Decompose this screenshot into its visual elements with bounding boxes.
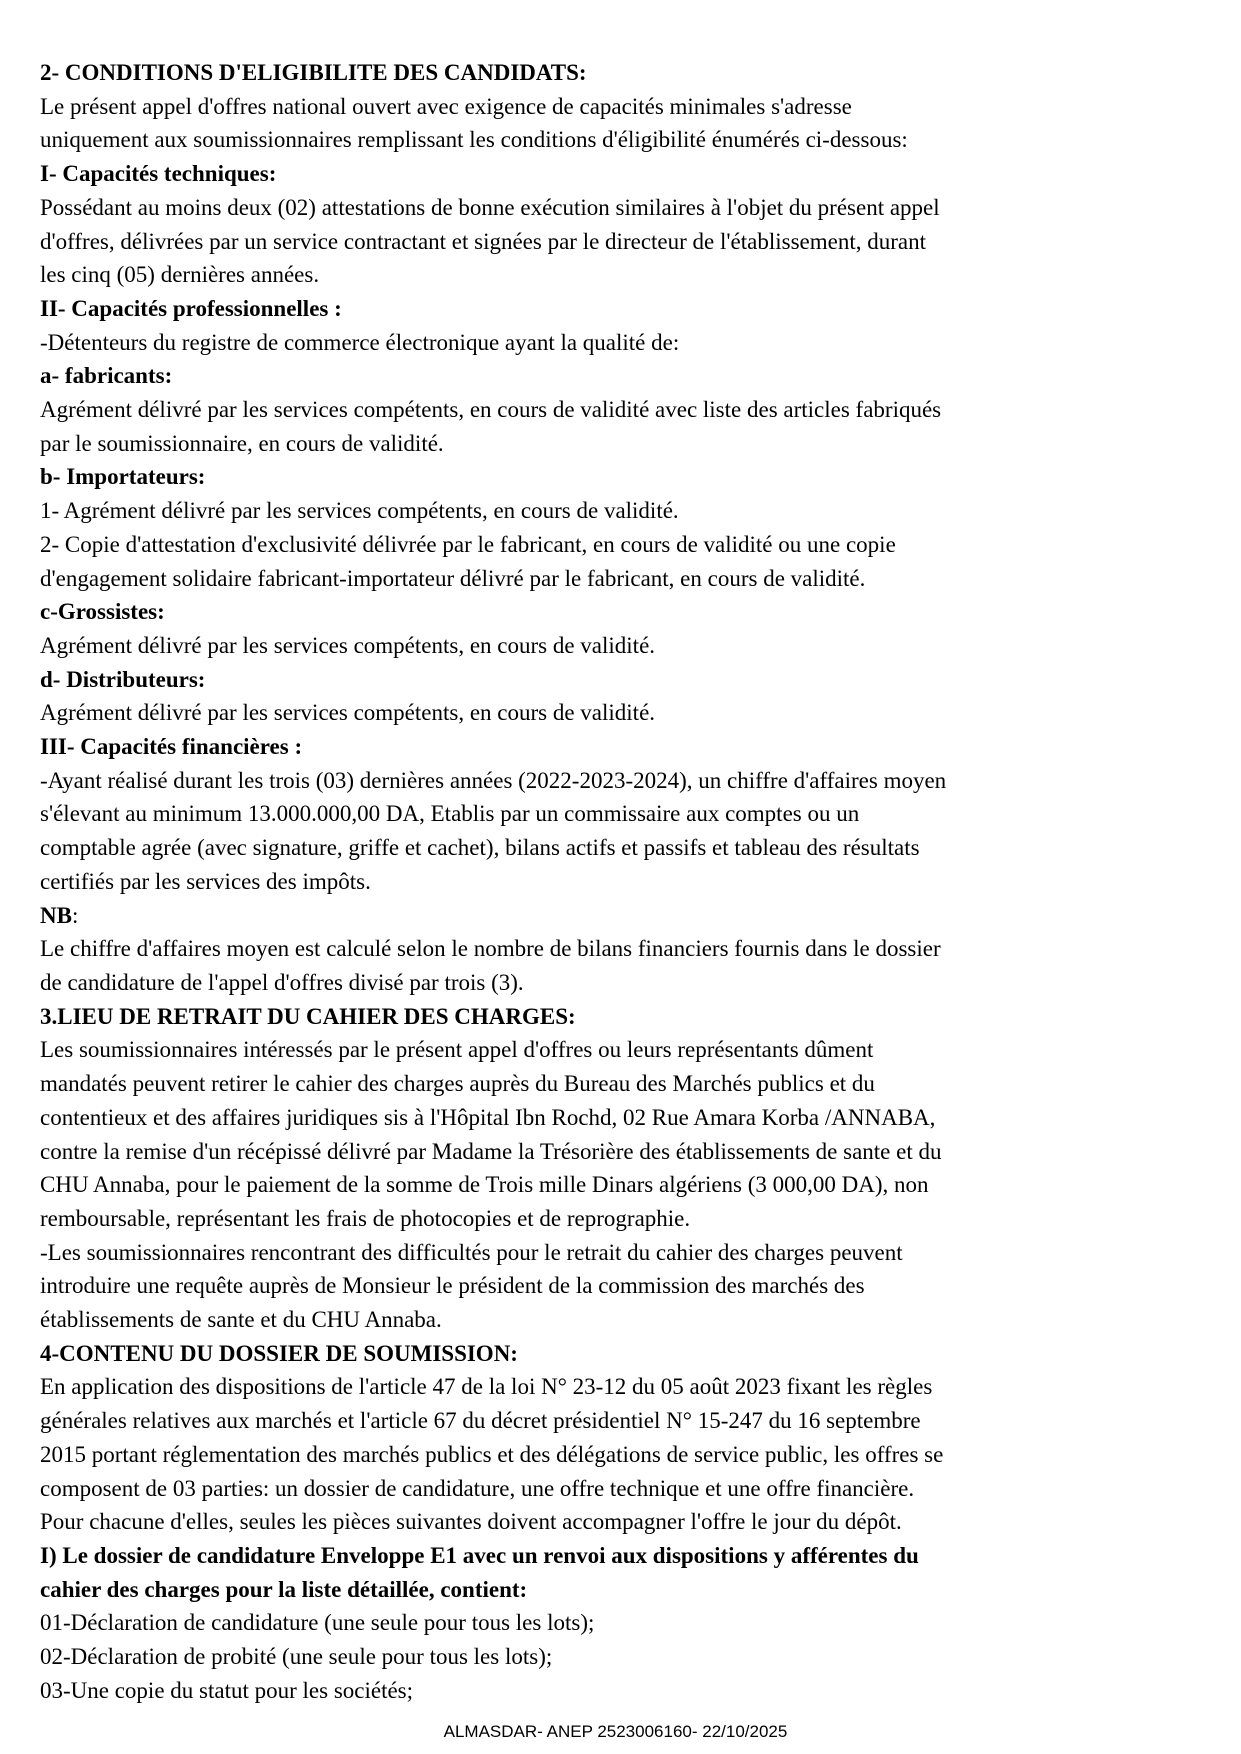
body-text: introduire une requête auprès de Monsieur le président de la commission des marchés des <box>40 1273 865 1299</box>
text-line <box>40 966 1191 1000</box>
heading-line <box>40 1539 1191 1573</box>
body-text: -Les soumissionnaires rencontrant des difficultés pour le retrait du cahier des charges peuvent <box>40 1239 903 1265</box>
text-line <box>40 494 1191 528</box>
heading-text: a- fabricants: <box>40 363 173 389</box>
body-text: uniquement aux soumissionnaires remplissant les conditions d'éligibilité énumérés ci-dessous: <box>40 127 908 153</box>
text-line <box>40 797 1191 831</box>
heading-text: 2- CONDITIONS D'ELIGIBILITE DES CANDIDATS: <box>40 60 587 85</box>
body-text: 2015 portant réglementation des marchés publics et des délégations de service public, les offres se <box>40 1441 944 1467</box>
body-text: Les soumissionnaires intéressés par le présent appel d'offres ou leurs représentants dûment <box>40 1037 874 1063</box>
text-line <box>40 225 1191 259</box>
text-line <box>40 1640 1191 1674</box>
body-text: d'engagement solidaire fabricant-importateur délivré par le fabricant, en cours de validité. <box>40 565 866 591</box>
heading-line <box>40 595 1191 629</box>
heading-text: II- Capacités professionnelles : <box>40 295 342 321</box>
body-text: Possédant au moins deux (02) attestations de bonne exécution similaires à l'objet du présent appel <box>40 194 940 220</box>
body-text: par le soumissionnaire, en cours de validité. <box>40 430 444 456</box>
body-text: de candidature de l'appel d'offres divisé par trois (3). <box>40 969 524 995</box>
heading-line <box>40 157 1191 191</box>
text-line <box>40 562 1191 596</box>
body-text: composent de 03 parties: un dossier de candidature, une offre technique et une offre financière. <box>40 1475 915 1501</box>
heading-text: I) Le dossier de candidature Enveloppe E1 avec un renvoi aux dispositions y afférentes du <box>40 1542 919 1568</box>
text-line <box>40 123 1191 157</box>
text-line <box>40 1472 1191 1506</box>
text-line <box>40 1101 1191 1135</box>
body-text: 2- Copie d'attestation d'exclusivité délivrée par le fabricant, en cours de validité ou une copie <box>40 531 896 557</box>
text-line <box>40 1674 1191 1708</box>
body-text: 01-Déclaration de candidature (une seule pour tous les lots); <box>40 1610 595 1636</box>
heading-line <box>40 730 1191 764</box>
heading-line <box>40 1000 1191 1034</box>
text-line <box>40 1236 1191 1270</box>
heading-text: I- Capacités techniques: <box>40 161 277 187</box>
body-text: -Détenteurs du registre de commerce électronique ayant la qualité de: <box>40 329 680 355</box>
text-line <box>40 90 1191 124</box>
text-line <box>40 1370 1191 1404</box>
text-line <box>40 1438 1191 1472</box>
heading-line <box>40 56 1191 90</box>
text-line <box>40 1033 1191 1067</box>
body-text: remboursable, représentant les frais de photocopies et de reprographie. <box>40 1205 691 1231</box>
heading-line <box>40 1573 1191 1607</box>
text-line <box>40 865 1191 899</box>
text-line <box>40 393 1191 427</box>
text-line <box>40 932 1191 966</box>
text-line <box>40 1505 1191 1539</box>
text-line <box>40 1168 1191 1202</box>
heading-line <box>40 460 1191 494</box>
text-line <box>40 1067 1191 1101</box>
body-text: mandatés peuvent retirer le cahier des charges auprès du Bureau des Marchés publics et du <box>40 1071 875 1097</box>
text-line <box>40 1269 1191 1303</box>
text-line <box>40 1202 1191 1236</box>
heading-line <box>40 663 1191 697</box>
heading-text: 3.LIEU DE RETRAIT DU CAHIER DES CHARGES: <box>40 1003 576 1029</box>
text-line <box>40 1135 1191 1169</box>
text-line <box>40 764 1191 798</box>
body-text: comptable agrée (avec signature, griffe et cachet), bilans actifs et passifs et tableau des résultats <box>40 835 920 861</box>
body-text: certifiés par les services des impôts. <box>40 868 371 894</box>
body-text: : <box>71 902 79 928</box>
text-line <box>40 1606 1191 1640</box>
body-text: En application des dispositions de l'article 47 de la loi N° 23-12 du 05 août 2023 fixant les règles <box>40 1374 933 1400</box>
heading-text: NB <box>40 902 72 928</box>
body-text: 1- Agrément délivré par les services compétents, en cours de validité. <box>40 498 679 524</box>
heading-line <box>40 292 1191 326</box>
body-text: d'offres, délivrées par un service contractant et signées par le directeur de l'établissement, durant <box>40 228 926 254</box>
heading-text: d- Distributeurs: <box>40 666 206 692</box>
body-text: Agrément délivré par les services compétents, en cours de validité. <box>40 700 656 726</box>
body-text: Le présent appel d'offres national ouvert avec exigence de capacités minimales s'adresse <box>40 93 852 119</box>
body-text: Agrément délivré par les services compétents, en cours de validité avec liste des articles fabriqués <box>40 397 942 423</box>
heading-text: c-Grossistes: <box>40 599 165 625</box>
footer-note: ALMASDAR- ANEP 2523006160- 22/10/2025 <box>443 1722 788 1742</box>
body-text: établissements de sante et du CHU Annaba. <box>40 1307 442 1333</box>
heading-line <box>40 899 1191 933</box>
text-line <box>40 528 1191 562</box>
text-line <box>40 427 1191 461</box>
body-text: contentieux et des affaires juridiques sis à l'Hôpital Ibn Rochd, 02 Rue Amara Korba /ANNABA, <box>40 1104 936 1130</box>
document-body <box>40 56 1191 1707</box>
body-text: s'élevant au minimum 13.000.000,00 DA, Etablis par un commissaire aux comptes ou un <box>40 801 860 827</box>
body-text: les cinq (05) dernières années. <box>40 262 320 288</box>
heading-text: 4-CONTENU DU DOSSIER DE SOUMISSION: <box>40 1340 518 1366</box>
heading-line <box>40 359 1191 393</box>
heading-text: cahier des charges pour la liste détaillée, contient: <box>40 1576 528 1602</box>
body-text: 03-Une copie du statut pour les sociétés; <box>40 1677 414 1703</box>
body-text: Le chiffre d'affaires moyen est calculé selon le nombre de bilans financiers fournis dans le dossier <box>40 936 941 962</box>
heading-text: b- Importateurs: <box>40 464 206 490</box>
body-text: 02-Déclaration de probité (une seule pour tous les lots); <box>40 1644 553 1670</box>
text-line <box>40 191 1191 225</box>
text-line <box>40 326 1191 360</box>
body-text: -Ayant réalisé durant les trois (03) dernières années (2022-2023-2024), un chiffre d'affaires moyen <box>40 767 947 793</box>
body-text: Agrément délivré par les services compétents, en cours de validité. <box>40 632 656 658</box>
text-line <box>40 258 1191 292</box>
body-text: CHU Annaba, pour le paiement de la somme de Trois mille Dinars algériens (3 000,00 DA), non <box>40 1172 929 1198</box>
text-line <box>40 1404 1191 1438</box>
heading-text: III- Capacités financières : <box>40 734 303 760</box>
text-line <box>40 831 1191 865</box>
body-text: Pour chacune d'elles, seules les pièces suivantes doivent accompagner l'offre le jour du dépôt. <box>40 1509 902 1535</box>
body-text: contre la remise d'un récépissé délivré par Madame la Trésorière des établissements de sante et du <box>40 1138 942 1164</box>
heading-line <box>40 1337 1191 1371</box>
body-text: générales relatives aux marchés et l'article 67 du décret présidentiel N° 15-247 du 16 septembre <box>40 1408 921 1434</box>
text-line <box>40 696 1191 730</box>
text-line <box>40 1303 1191 1337</box>
text-line <box>40 629 1191 663</box>
